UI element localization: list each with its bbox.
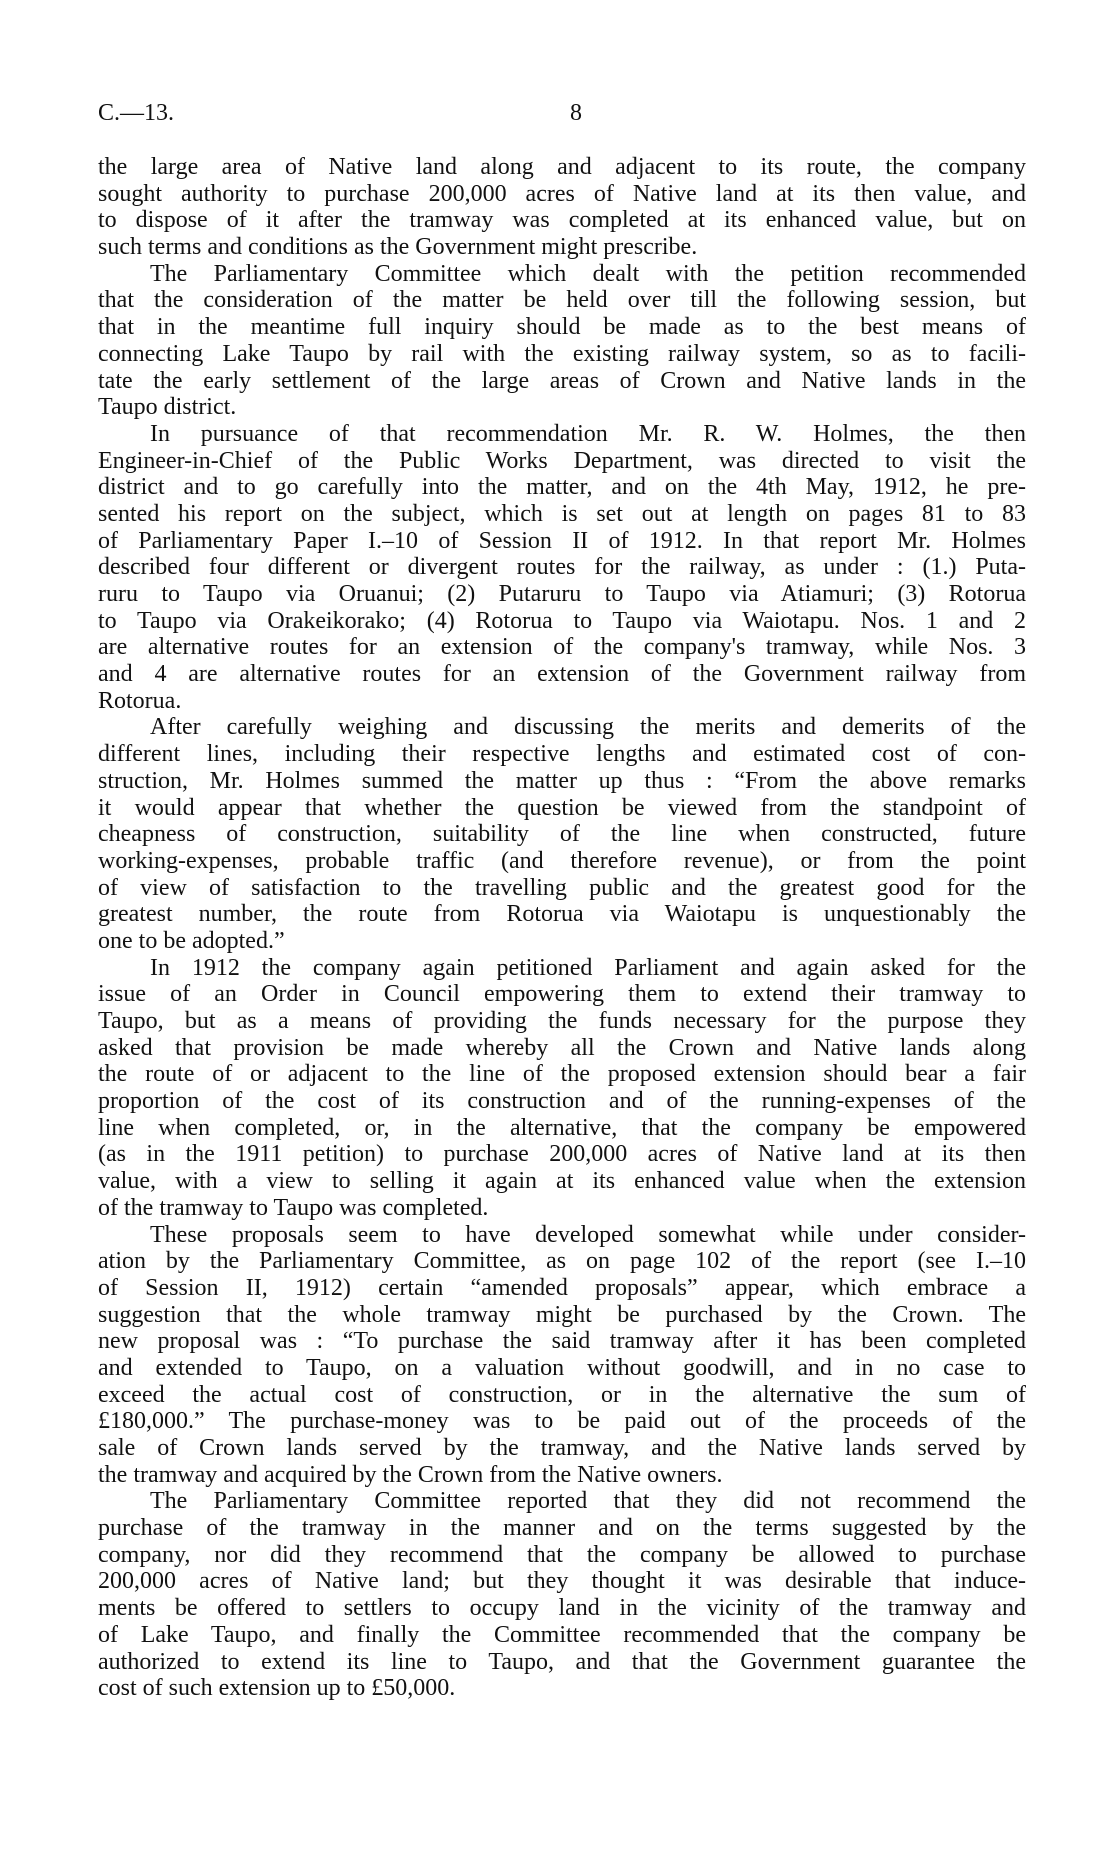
text-line: greatest number, the route from Rotorua via Waiotapu is unquestionably the [98,901,1026,928]
text-line: In 1912 the company again petitioned Parliament and again asked for the [150,954,1026,981]
text-line: to Taupo via Orakeikorako; (4) Rotorua to Taupo via Waiotapu. Nos. 1 and 2 [98,607,1026,634]
text-line: line when completed, or, in the alternative, that the company be empowered [98,1114,1026,1141]
text-line: described four different or divergent routes for the railway, as under : (1.) Puta- [98,554,1026,581]
text-line: (as in the 1911 petition) to purchase 200,000 acres of Native land at its then [98,1141,1026,1168]
text-line: new proposal was : “To purchase the said tramway after it has been completed [98,1328,1026,1355]
text-line: value, with a view to selling it again at its enhanced value when the extension [98,1168,1026,1195]
text-line: struction, Mr. Holmes summed the matter up thus : “From the above remarks [98,767,1026,794]
text-line: that the consideration of the matter be held over till the following session, but [98,287,1026,314]
document-code: C.—13. [98,100,175,126]
text-line: and extended to Taupo, on a valuation without goodwill, and in no case to [98,1354,1026,1381]
paragraph [98,261,1026,421]
text-line: working-expenses, probable traffic (and therefore revenue), or from the point [98,847,1026,874]
text-line: sale of Crown lands served by the tramway, and the Native lands served by [98,1435,1026,1461]
text-line: purchase of the tramway in the manner and on the terms suggested by the [98,1515,1026,1542]
paragraph [98,1488,1026,1702]
paragraph [98,955,1026,1222]
text-line: of the tramway to Taupo was completed. [98,1194,489,1221]
text-line: The Parliamentary Committee which dealt with the petition recommended [150,260,1026,287]
page-number: 8 [570,100,582,126]
text-line: company, nor did they recommend that the company be allowed to purchase [98,1541,1026,1568]
text-line: Taupo district. [98,394,237,421]
text-line: cost of such extension up to £50,000. [98,1675,456,1702]
text-line: the large area of Native land along and adjacent to its route, the company [98,154,1026,180]
text-line: Rotorua. [98,687,182,714]
text-line: that in the meantime full inquiry should be made as to the best means of [98,314,1026,341]
text-line: ruru to Taupo via Oruanui; (2) Putaruru to Taupo via Atiamuri; (3) Rotorua [98,581,1026,607]
text-line: one to be adopted.” [98,927,285,954]
text-line: These proposals seem to have developed somewhat while under consider- [150,1221,1026,1248]
text-line: £180,000.” The purchase-money was to be paid out of the proceeds of the [98,1408,1026,1435]
text-line: of Lake Taupo, and finally the Committee recommended that the company be [98,1621,1026,1648]
text-line: The Parliamentary Committee reported that they did not recommend the [150,1488,1026,1515]
text-line: the tramway and acquired by the Crown from the Native owners. [98,1461,723,1488]
text-line: After carefully weighing and discussing the merits and demerits of the [150,714,1026,741]
text-line: ation by the Parliamentary Committee, as on page 102 of the report (see I.–10 [98,1248,1026,1275]
text-line: issue of an Order in Council empowering them to extend their tramway to [98,981,1026,1008]
paragraph [98,154,1026,261]
text-line: of Session II, 1912) certain “amended proposals” appear, which embrace a [98,1274,1026,1301]
text-line: sented his report on the subject, which is set out at length on pages 81 to 83 [98,500,1026,527]
text-line: of Parliamentary Paper I.–10 of Session II of 1912. In that report Mr. Holmes [98,527,1026,554]
text-line: suggestion that the whole tramway might be purchased by the Crown. The [98,1301,1026,1328]
text-line: In pursuance of that recommendation Mr. R. W. Holmes, the then [150,420,1026,447]
text-line: 200,000 acres of Native land; but they thought it was desirable that induce- [98,1568,1026,1595]
text-line: tate the early settlement of the large areas of Crown and Native lands in the [98,367,1026,394]
text-line: Engineer-in-Chief of the Public Works Department, was directed to visit the [98,447,1026,474]
text-line: Taupo, but as a means of providing the funds necessary for the purpose they [98,1008,1026,1034]
text-line: ments be offered to settlers to occupy land in the vicinity of the tramway and [98,1595,1026,1622]
text-line: it would appear that whether the question be viewed from the standpoint of [98,794,1026,821]
text-line: and 4 are alternative routes for an extension of the Government railway from [98,661,1026,688]
text-line: to dispose of it after the tramway was completed at its enhanced value, but on [98,207,1026,234]
text-line: district and to go carefully into the matter, and on the 4th May, 1912, he pre- [98,474,1026,501]
text-line: the route of or adjacent to the line of the proposed extension should bear a fair [98,1061,1026,1088]
text-line: different lines, including their respective lengths and estimated cost of con- [98,741,1026,768]
paragraph [98,714,1026,954]
paragraph [98,421,1026,715]
text-line: asked that provision be made whereby all the Crown and Native lands along [98,1034,1026,1061]
text-line: proportion of the cost of its construction and of the running-expenses of the [98,1088,1026,1115]
text-line: connecting Lake Taupo by rail with the existing railway system, so as to facili- [98,340,1026,367]
text-line: such terms and conditions as the Government might prescribe. [98,234,698,261]
text-line: sought authority to purchase 200,000 acres of Native land at its then value, and [98,180,1026,207]
body-text [98,154,1026,1702]
text-line: cheapness of construction, suitability of the line when constructed, future [98,821,1026,848]
text-line: exceed the actual cost of construction, or in the alternative the sum of [98,1381,1026,1408]
text-line: authorized to extend its line to Taupo, and that the Government guarantee the [98,1648,1026,1675]
text-line: of view of satisfaction to the travelling public and the greatest good for the [98,874,1026,901]
paragraph [98,1222,1026,1489]
text-line: are alternative routes for an extension of the company's tramway, while Nos. 3 [98,634,1026,661]
